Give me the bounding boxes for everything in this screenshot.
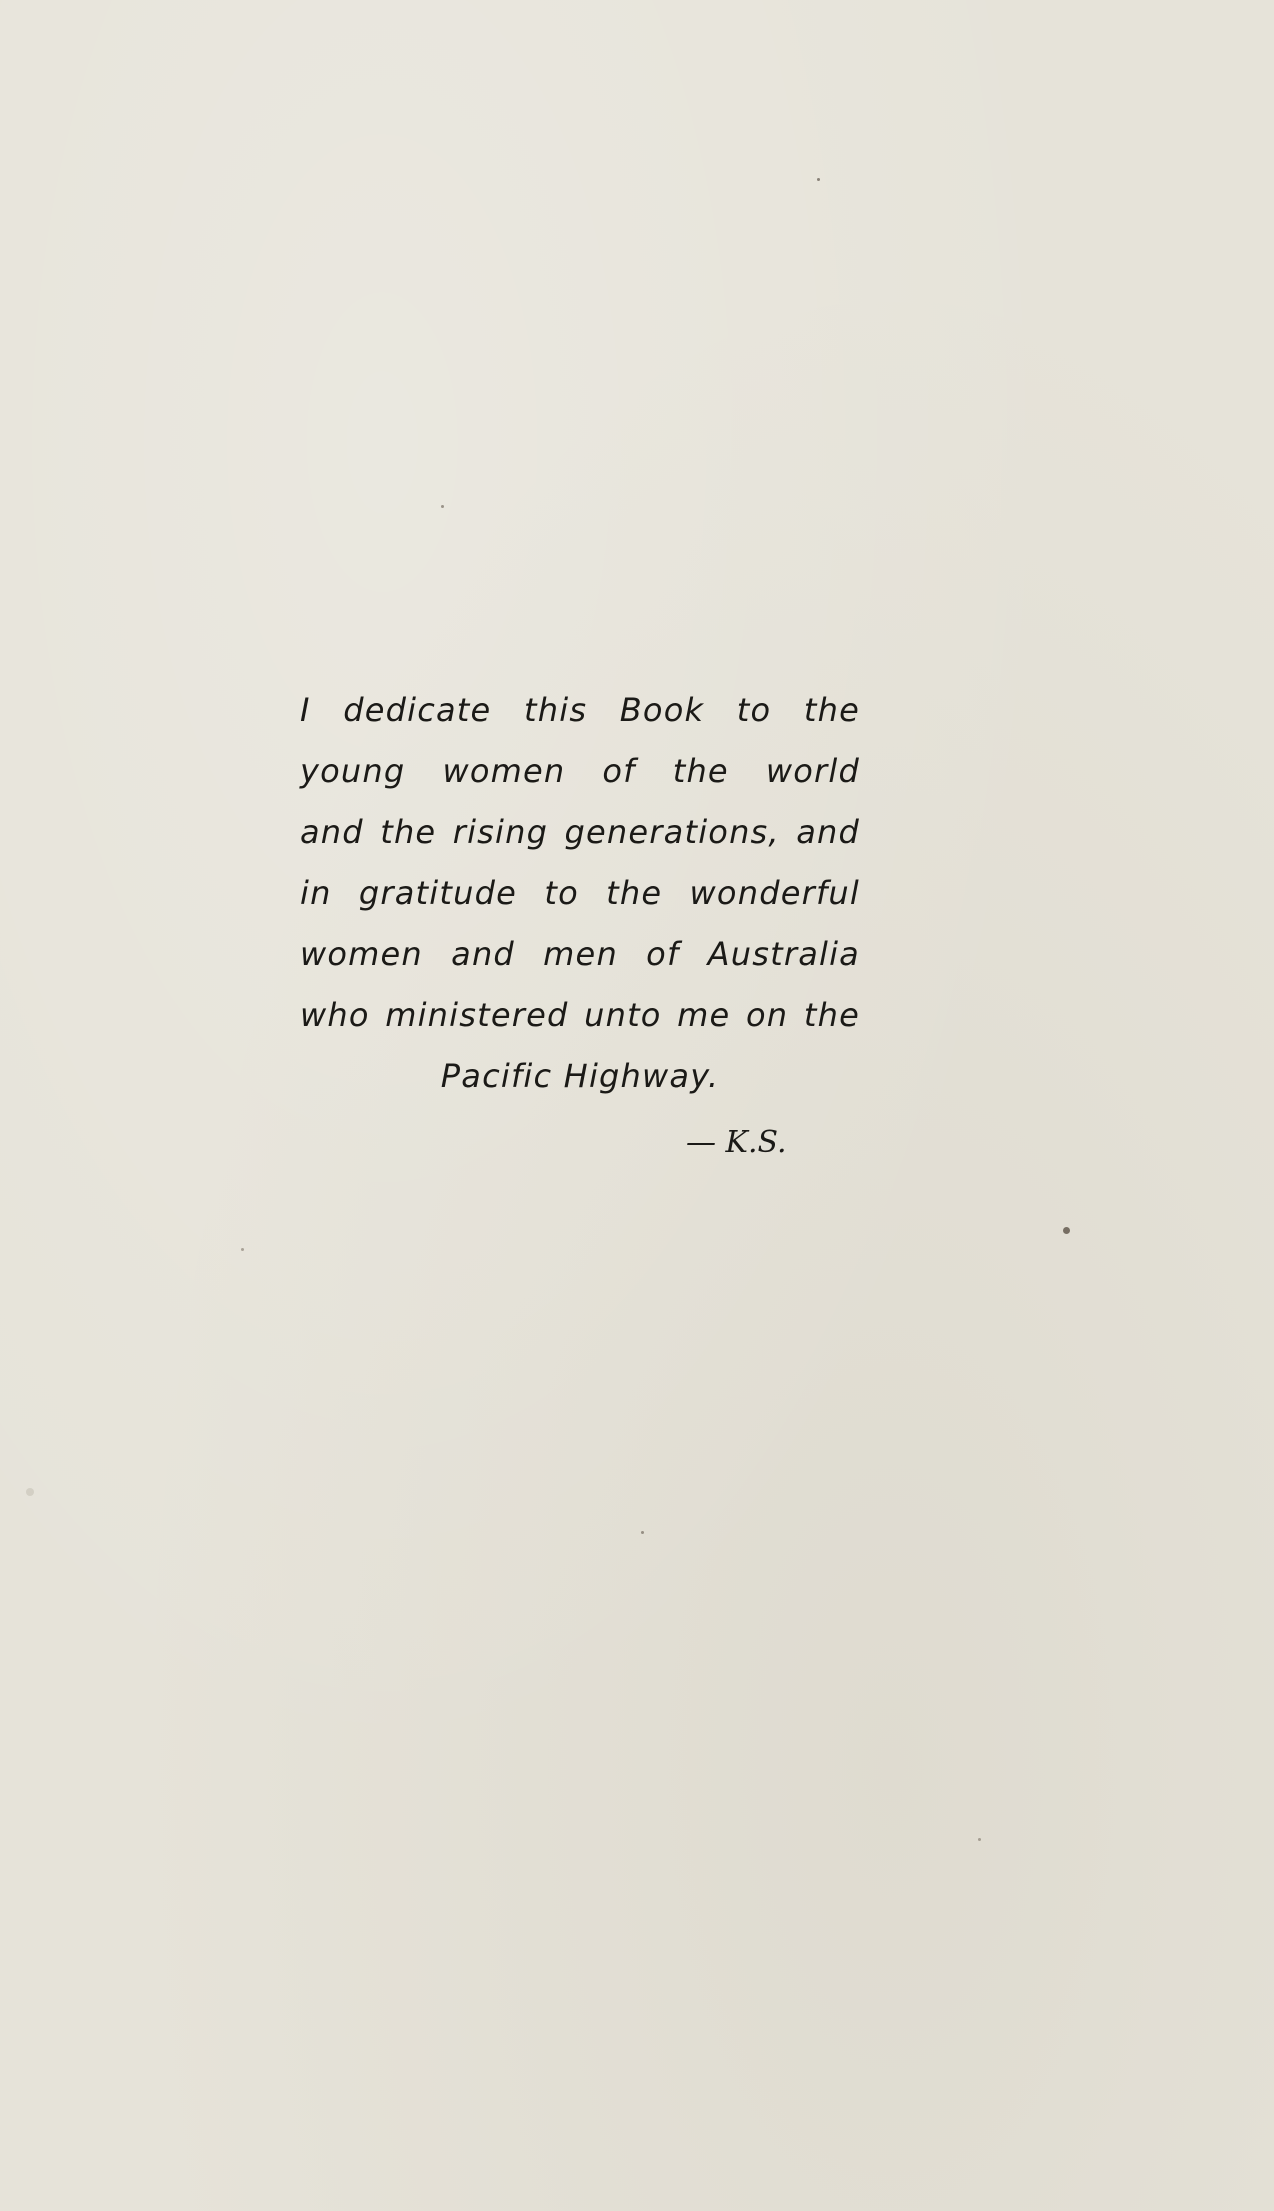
dedication-line-7: Pacific Highway.	[440, 1057, 720, 1095]
dedication-text	[300, 680, 860, 1107]
dedication-line-2: young women of the world	[300, 752, 860, 790]
dedication-line-5: women and men of Australia	[300, 935, 860, 973]
paper-speck	[641, 1531, 644, 1534]
paper-speck	[1063, 1227, 1070, 1234]
dedication-signature: — K.S.	[686, 1125, 787, 1160]
paper-speck	[441, 505, 444, 508]
dedication-line-6: who ministered unto me on the	[300, 996, 860, 1034]
paper-speck	[817, 178, 820, 181]
dedication-line-4: in gratitude to the wonderful	[300, 874, 860, 912]
paper-speck	[978, 1838, 981, 1841]
paper-speck	[26, 1488, 34, 1496]
paper-speck	[241, 1248, 244, 1251]
dedication-line-3: and the rising generations, and	[300, 813, 860, 851]
dedication-line-1: I dedicate this Book to the	[300, 691, 860, 729]
